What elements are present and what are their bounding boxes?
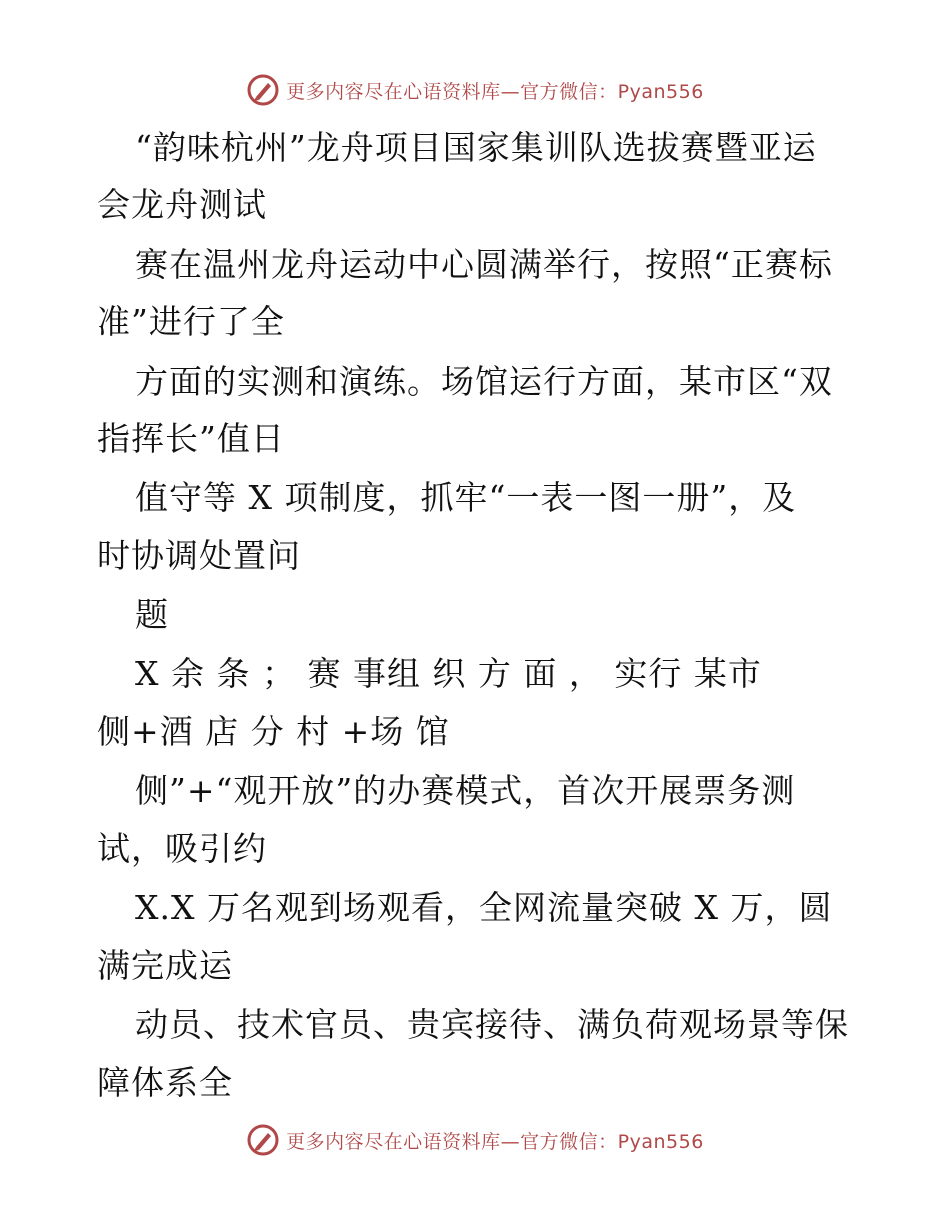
- text-line: X.X 万名观到场观看，全网流量突破 X 万，圆: [135, 888, 833, 927]
- text-line: 侧”+“观开放”的办赛模式，首次开展票务测: [135, 771, 796, 810]
- text-line: X 余 条 ； 赛 事组 织 方 面 ， 实行 某市: [135, 654, 762, 693]
- text-line: 赛在温州龙舟运动中心圆满举行，按照“正赛标: [135, 245, 833, 284]
- text-line: 准”进行了全: [97, 302, 285, 341]
- text-line: 题: [135, 595, 169, 634]
- pen-logo-icon: [246, 1123, 280, 1157]
- text-line: 侧+酒 店 分 村 +场 馆: [97, 712, 450, 751]
- text-line: 指挥长”值日: [97, 419, 285, 458]
- text-line: 试，吸引约: [97, 829, 267, 868]
- text-line: 满完成运: [97, 946, 233, 985]
- text-line: “韵味杭州”龙舟项目国家集训队选拔赛暨亚运: [135, 128, 817, 167]
- watermark-text: 更多内容尽在心语资料库—官方微信：Pyan556: [286, 80, 704, 103]
- text-line: 时协调处置问: [97, 536, 301, 575]
- watermark-footer: [0, 1120, 950, 1160]
- text-line: 动员、技术官员、贵宾接待、满负荷观场景等保: [135, 1005, 849, 1044]
- text-line: 会龙舟测试: [97, 185, 267, 224]
- text-line: 值守等 X 项制度，抓牢“一表一图一册”，及: [135, 478, 797, 517]
- text-line: 障体系全: [97, 1063, 233, 1102]
- watermark-text: 更多内容尽在心语资料库—官方微信：Pyan556: [286, 1130, 704, 1153]
- text-line: 方面的实测和演练。场馆运行方面，某市区“双: [135, 362, 833, 401]
